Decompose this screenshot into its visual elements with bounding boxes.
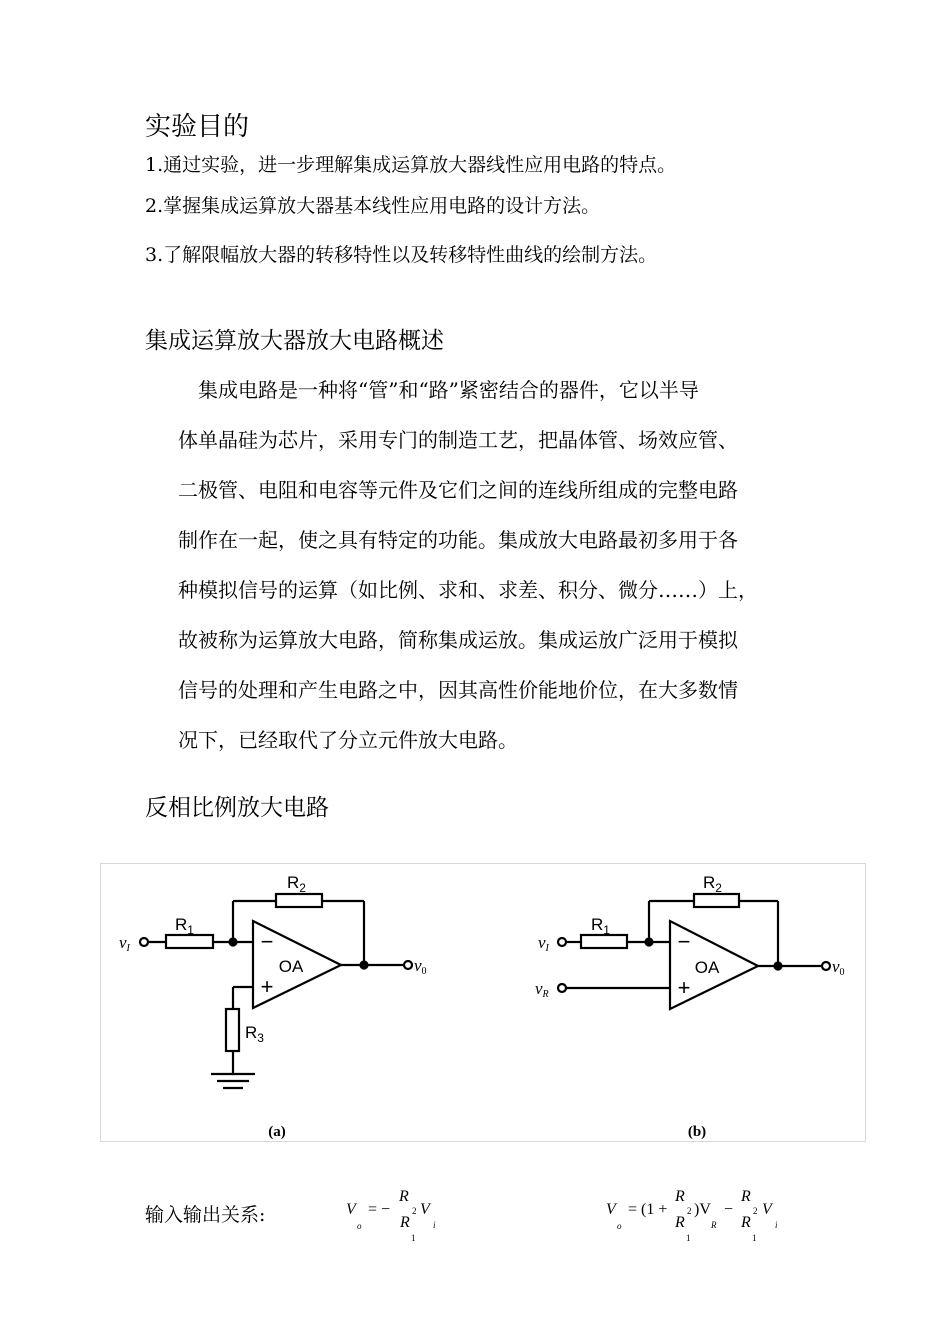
caption-b: (b) (687, 1124, 707, 1140)
eq1-numerator-sub: 2 (412, 1206, 417, 1216)
paragraph-line: 信号的处理和产生电路之中，因其高性价能地价位，在大多数情 (178, 678, 738, 702)
inverting-amplifier-title: 反相比例放大电路 (145, 795, 329, 821)
label-vref-b: vR (535, 979, 549, 1000)
eq2-numerator-2: R (741, 1188, 751, 1205)
output-terminal-a (404, 961, 412, 969)
eq2-rhs-sub: i (775, 1220, 778, 1230)
eq2-minus: − (724, 1201, 734, 1218)
label-r3-a: $R_3$ (245, 1023, 264, 1045)
eq1-numerator: R (399, 1188, 409, 1205)
overview-paragraph (178, 373, 818, 773)
eq2-lhs-sub: o (617, 1221, 622, 1231)
label-vout-a: v0 (414, 956, 427, 977)
purpose-item-2: 2.掌握集成运算放大器基本线性应用电路的设计方法。 (145, 195, 601, 217)
paragraph-line: 况下，已经取代了分立元件放大电路。 (178, 728, 518, 752)
resistor-r2-a (276, 894, 322, 907)
paragraph-line: 故被称为运算放大电路，简称集成运放。集成运放广泛用于模拟 (178, 628, 738, 652)
eq1-rhs: V (420, 1201, 430, 1218)
input-terminal-a (140, 938, 148, 946)
eq1-lhs: V (346, 1201, 356, 1218)
eq2-middle-sub: R (711, 1220, 717, 1230)
eq1-equals: = − (368, 1201, 391, 1218)
caption-a: (a) (268, 1124, 286, 1140)
opamp-plus-b: + (677, 975, 691, 1000)
opamp-label-a: OA (278, 957, 304, 976)
equation-label: 输入输出关系: (145, 1204, 266, 1226)
eq2-denominator-1-sub: 1 (686, 1233, 691, 1243)
purpose-item-1: 1.通过实验，进一步理解集成运算放大器线性应用电路的特点。 (145, 154, 677, 176)
opamp-minus-b: − (677, 929, 691, 954)
eq2-denominator-1: R (675, 1214, 685, 1231)
label-vout-b: v0 (832, 957, 845, 978)
resistor-r3-a (226, 1009, 239, 1051)
label-vin-a: vI (119, 933, 130, 954)
eq2-rhs: V (762, 1201, 772, 1218)
purpose-title: 实验目的 (145, 112, 250, 142)
label-r1-b: $R_1$ (591, 915, 610, 937)
eq2-numerator-2-sub: 2 (753, 1206, 758, 1216)
eq2-equals: = (1 + (628, 1201, 668, 1218)
eq2-lhs: V (606, 1201, 616, 1218)
paragraph-line: 二极管、电阻和电容等元件及它们之间的连线所组成的完整电路 (178, 478, 738, 502)
eq2-denominator-2-sub: 1 (752, 1233, 757, 1243)
paragraph-line: 种模拟信号的运算（如比例、求和、求差、积分、微分……）上， (178, 578, 758, 602)
paragraph-line: 体单晶硅为芯片，采用专门的制造工艺，把晶体管、场效应管、 (178, 428, 738, 452)
purpose-item-3: 3.了解限幅放大器的转移特性以及转移特性曲线的绘制方法。 (145, 244, 658, 266)
label-r2-a: $R_2$ (287, 873, 306, 895)
paragraph-line: 集成电路是一种将“管”和“路”紧密结合的器件，它以半导 (198, 378, 699, 402)
circuit-figure (100, 863, 866, 1142)
eq2-numerator-1: R (675, 1188, 685, 1205)
opamp-minus-a: − (260, 929, 274, 954)
eq2-middle: )V (694, 1201, 711, 1218)
opamp-label-b: OA (694, 958, 720, 977)
eq1-rhs-sub: i (433, 1220, 436, 1230)
eq1-denominator: R (400, 1214, 410, 1231)
paragraph-line: 制作在一起，使之具有特定的功能。集成放大电路最初多用于各 (178, 528, 738, 552)
label-r2-b: $R_2$ (703, 873, 722, 895)
reference-terminal-b (558, 984, 566, 992)
circuit-b (558, 894, 830, 1009)
label-r1-a: $R_1$ (175, 915, 194, 937)
eq1-denominator-sub: 1 (411, 1233, 416, 1243)
output-terminal-b (822, 962, 830, 970)
input-terminal-b (558, 938, 566, 946)
overview-title: 集成运算放大器放大电路概述 (145, 328, 444, 354)
eq2-denominator-2: R (741, 1214, 751, 1231)
eq2-numerator-1-sub: 2 (687, 1206, 692, 1216)
eq1-lhs-sub: o (357, 1221, 362, 1231)
label-vin-b: vI (538, 933, 549, 954)
opamp-plus-a: + (260, 974, 274, 999)
resistor-r2-b (694, 894, 739, 907)
